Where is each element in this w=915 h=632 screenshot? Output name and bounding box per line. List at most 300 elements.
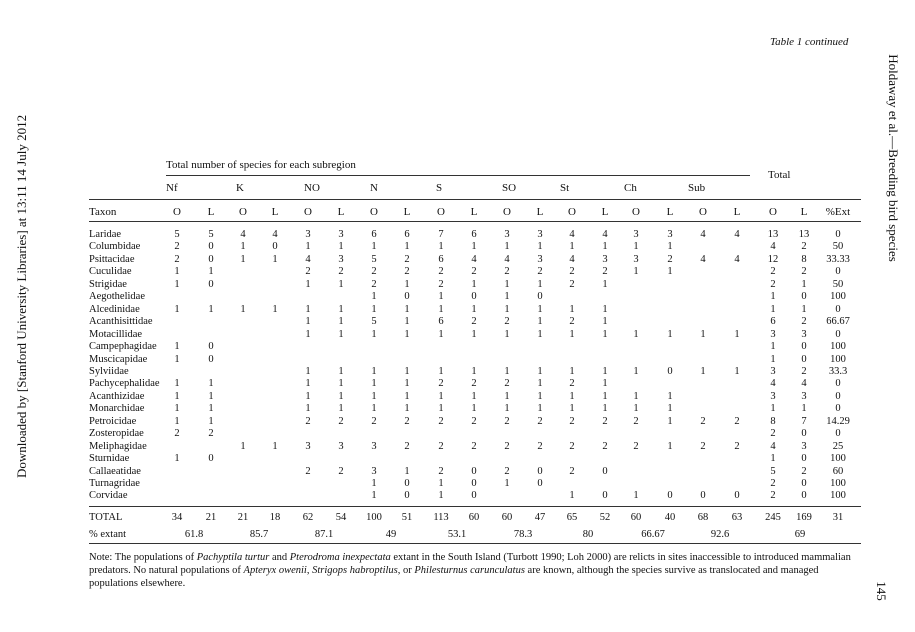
o-column-header: O bbox=[568, 206, 576, 218]
table-cell: 2 bbox=[504, 465, 510, 477]
table-cell: 0 bbox=[471, 291, 477, 303]
table-cell: 1 bbox=[569, 328, 575, 340]
table-cell: 2 bbox=[633, 440, 639, 452]
table-cell: 1 bbox=[471, 278, 477, 290]
table-cell: 2 bbox=[174, 253, 180, 265]
table-cell: 1 bbox=[569, 490, 575, 502]
table-cell: 0 bbox=[537, 478, 543, 489]
table-cell: 1 bbox=[569, 365, 575, 377]
table-cell: 1 bbox=[504, 328, 510, 340]
table-cell: 1 bbox=[305, 365, 311, 377]
table-cell: 66.67 bbox=[826, 316, 850, 328]
table-cell: 3 bbox=[338, 253, 344, 265]
table-cell: 2 bbox=[471, 378, 477, 390]
table-cell: 1 bbox=[438, 291, 444, 303]
table-cell: 1 bbox=[633, 490, 639, 502]
header-rule bbox=[89, 199, 861, 200]
table-cell: 4 bbox=[770, 378, 776, 390]
table-cell: 1 bbox=[438, 478, 444, 489]
table-cell: 1 bbox=[404, 465, 410, 477]
table-cell: 52 bbox=[599, 512, 611, 523]
note-middle: extant in the South Island (Turbott 1990; Loh 2000) are relicts in sites inaccessible to introduced mammalian predators. No natural populations of bbox=[89, 552, 851, 576]
table-cell: 1 bbox=[338, 316, 344, 328]
table-cell: 1 bbox=[371, 303, 377, 315]
table-cell: 2 bbox=[569, 316, 575, 328]
table-cell: 1 bbox=[371, 378, 377, 390]
table-row bbox=[0, 490, 915, 502]
table-row bbox=[0, 254, 915, 266]
table-cell: 2 bbox=[404, 415, 410, 427]
l-column-header: L bbox=[271, 206, 279, 218]
table-cell: 34 bbox=[171, 512, 183, 523]
table-cell: 4 bbox=[240, 229, 246, 240]
table-cell: 1 bbox=[240, 241, 246, 253]
table-cell: 1 bbox=[602, 278, 608, 290]
table-cell: 1 bbox=[371, 490, 377, 502]
table-cell: 1 bbox=[734, 328, 740, 340]
table-cell: 1 bbox=[272, 440, 278, 452]
table-cell: 4 bbox=[734, 229, 740, 240]
table-cell: 1 bbox=[504, 241, 510, 253]
extant-value: 66.67 bbox=[641, 529, 665, 540]
table-cell: 1 bbox=[633, 390, 639, 402]
table-cell: 3 bbox=[504, 229, 510, 240]
table-cell: 0 bbox=[835, 266, 841, 278]
table-cell: 0 bbox=[801, 490, 807, 502]
table-cell: 0 bbox=[208, 241, 214, 253]
table-cell: 1 bbox=[602, 328, 608, 340]
l-column-header: L bbox=[733, 206, 741, 218]
table-cell: 2 bbox=[700, 415, 706, 427]
table-row bbox=[0, 416, 915, 428]
table-cell: 0 bbox=[835, 303, 841, 315]
extant-value: 80 bbox=[582, 529, 594, 540]
total-row bbox=[0, 512, 915, 524]
table-cell: 1 bbox=[240, 253, 246, 265]
extant-value: 92.6 bbox=[710, 529, 730, 540]
table-cell: 113 bbox=[433, 512, 449, 523]
table-cell: 1 bbox=[633, 403, 639, 415]
table-cell: 0 bbox=[835, 378, 841, 390]
table-cell: 1 bbox=[305, 403, 311, 415]
table-cell: 1 bbox=[602, 316, 608, 328]
running-head: Holdaway et al.—Breeding bird species bbox=[886, 54, 901, 262]
l-column-header: L bbox=[470, 206, 478, 218]
table-cell: 1 bbox=[208, 390, 214, 402]
extant-label: % extant bbox=[89, 529, 127, 540]
table-row bbox=[0, 428, 915, 440]
l-column-header: L bbox=[601, 206, 609, 218]
table-cell: 1 bbox=[371, 365, 377, 377]
table-cell: 3 bbox=[633, 253, 639, 265]
table-cell: 1 bbox=[438, 365, 444, 377]
table-cell: 2 bbox=[734, 440, 740, 452]
table-cell: 1 bbox=[305, 390, 311, 402]
table-cell: 1 bbox=[537, 316, 543, 328]
table-cell: 0 bbox=[208, 353, 214, 365]
table-cell: 2 bbox=[438, 378, 444, 390]
table-cell: 5 bbox=[371, 253, 377, 265]
table-cell: 5 bbox=[208, 229, 214, 240]
table-cell: 40 bbox=[664, 512, 676, 523]
subregion-label: NO bbox=[304, 182, 320, 194]
table-cell: 1 bbox=[471, 328, 477, 340]
table-cell: 1 bbox=[338, 365, 344, 377]
table-cell: 3 bbox=[537, 253, 543, 265]
table-cell: 60 bbox=[832, 465, 844, 477]
table-cell: 1 bbox=[537, 278, 543, 290]
table-cell: 1 bbox=[371, 403, 377, 415]
table-cell: 2 bbox=[438, 278, 444, 290]
taxon-name: Pachycephalidae bbox=[89, 378, 160, 390]
l-column-header: L bbox=[337, 206, 345, 218]
table-cell: 100 bbox=[830, 453, 846, 465]
table-cell: 1 bbox=[667, 328, 673, 340]
table-cell: 1 bbox=[537, 328, 543, 340]
table-cell: 4 bbox=[734, 253, 740, 265]
table-cell: 2 bbox=[174, 428, 180, 440]
table-cell: 3 bbox=[305, 229, 311, 240]
note-species-3: Apteryx owenii bbox=[243, 565, 307, 576]
table-cell: 4 bbox=[801, 378, 807, 390]
table-cell: 4 bbox=[569, 229, 575, 240]
table-cell: 3 bbox=[770, 365, 776, 377]
table-cell: 18 bbox=[269, 512, 281, 523]
subregion-label: SO bbox=[502, 182, 517, 194]
table-cell: 2 bbox=[371, 415, 377, 427]
table-cell: 0 bbox=[471, 478, 477, 489]
table-cell: 1 bbox=[504, 478, 510, 489]
table-cell: 1 bbox=[569, 241, 575, 253]
subregion-label: N bbox=[370, 182, 378, 194]
table-cell: 1 bbox=[537, 365, 543, 377]
table-row bbox=[0, 329, 915, 341]
table-cell: 2 bbox=[602, 440, 608, 452]
table-cell: 0 bbox=[208, 278, 214, 290]
total-rule bbox=[89, 506, 861, 507]
table-cell: 2 bbox=[569, 440, 575, 452]
table-cell: 0 bbox=[471, 490, 477, 502]
table-cell: 2 bbox=[404, 253, 410, 265]
table-cell: 4 bbox=[700, 229, 706, 240]
table-cell: 2 bbox=[438, 465, 444, 477]
o-column-header: O bbox=[437, 206, 445, 218]
table-cell: 1 bbox=[770, 291, 776, 303]
table-cell: 1 bbox=[438, 390, 444, 402]
table-cell: 5 bbox=[174, 229, 180, 240]
table-cell: 2 bbox=[471, 316, 477, 328]
table-cell: 2 bbox=[602, 266, 608, 278]
taxon-name: Strigidae bbox=[89, 278, 127, 290]
table-cell: 50 bbox=[832, 241, 844, 253]
table-cell: 2 bbox=[438, 266, 444, 278]
l-column-header: L bbox=[800, 206, 808, 218]
table-cell: 1 bbox=[338, 303, 344, 315]
table-row bbox=[0, 378, 915, 390]
note-species-2: Pterodroma inexpectata bbox=[289, 552, 391, 563]
table-cell: 1 bbox=[633, 241, 639, 253]
taxon-name: Campephagidae bbox=[89, 341, 157, 353]
table-cell: 1 bbox=[471, 241, 477, 253]
table-cell: 0 bbox=[404, 490, 410, 502]
table-cell: 3 bbox=[801, 390, 807, 402]
table-cell: 2 bbox=[569, 415, 575, 427]
table-row bbox=[0, 316, 915, 328]
table-row bbox=[0, 466, 915, 478]
taxon-name: Sturnidae bbox=[89, 453, 130, 465]
table-row bbox=[0, 391, 915, 403]
table-cell: 2 bbox=[801, 365, 807, 377]
table-cell: 0 bbox=[602, 465, 608, 477]
table-cell: 0 bbox=[801, 291, 807, 303]
table-cell: 1 bbox=[537, 241, 543, 253]
table-cell: 1 bbox=[504, 291, 510, 303]
table-cell: 1 bbox=[404, 390, 410, 402]
table-cell: 0 bbox=[835, 403, 841, 415]
table-cell: 2 bbox=[569, 378, 575, 390]
note-prefix: Note: The populations of bbox=[89, 552, 197, 563]
table-cell: 1 bbox=[537, 378, 543, 390]
table-cell: 2 bbox=[569, 465, 575, 477]
table-cell: 1 bbox=[770, 303, 776, 315]
table-cell: 8 bbox=[801, 253, 807, 265]
table-cell: 1 bbox=[471, 365, 477, 377]
subregion-label: Nf bbox=[166, 182, 178, 194]
table-cell: 1 bbox=[438, 241, 444, 253]
table-cell: 1 bbox=[633, 328, 639, 340]
table-cell: 2 bbox=[770, 266, 776, 278]
table-cell: 2 bbox=[504, 440, 510, 452]
table-cell: 2 bbox=[801, 316, 807, 328]
table-cell: 100 bbox=[830, 341, 846, 353]
table-cell: 1 bbox=[371, 390, 377, 402]
table-cell: 2 bbox=[770, 428, 776, 440]
table-cell: 1 bbox=[208, 403, 214, 415]
table-cell: 0 bbox=[272, 241, 278, 253]
table-cell: 2 bbox=[438, 415, 444, 427]
table-cell: 3 bbox=[633, 229, 639, 240]
table-cell: 1 bbox=[770, 453, 776, 465]
table-cell: 1 bbox=[569, 403, 575, 415]
table-cell: 1 bbox=[438, 328, 444, 340]
table-cell: 3 bbox=[801, 440, 807, 452]
table-cell: 1 bbox=[174, 341, 180, 353]
table-cell: 169 bbox=[796, 512, 812, 523]
table-cell: 13 bbox=[767, 229, 779, 240]
taxon-name: Corvidae bbox=[89, 490, 128, 502]
table-cell: 0 bbox=[801, 353, 807, 365]
table-cell: 0 bbox=[801, 478, 807, 489]
o-column-header: O bbox=[632, 206, 640, 218]
table-cell: 65 bbox=[566, 512, 578, 523]
note-species-1: Pachyptila turtur bbox=[196, 552, 270, 563]
table-continued-label: Table 1 continued bbox=[770, 36, 849, 48]
table-cell: 1 bbox=[174, 378, 180, 390]
table-cell: 1 bbox=[471, 303, 477, 315]
table-cell: 1 bbox=[801, 303, 807, 315]
table-cell: 14.29 bbox=[826, 415, 850, 427]
table-cell: 2 bbox=[338, 266, 344, 278]
table-cell: 33.3 bbox=[828, 365, 848, 377]
table-cell: 2 bbox=[633, 415, 639, 427]
extant-value: 69 bbox=[794, 529, 806, 540]
table-cell: 63 bbox=[731, 512, 743, 523]
subregion-label: St bbox=[560, 182, 570, 194]
subregion-label: Sub bbox=[688, 182, 706, 194]
o-column-header: O bbox=[173, 206, 181, 218]
table-cell: 3 bbox=[537, 229, 543, 240]
table-cell: 1 bbox=[174, 266, 180, 278]
o-column-header: O bbox=[699, 206, 707, 218]
table-cell: 100 bbox=[830, 291, 846, 303]
table-cell: 2 bbox=[305, 465, 311, 477]
table-cell: 2 bbox=[504, 415, 510, 427]
table-cell: 1 bbox=[208, 266, 214, 278]
table-cell: 6 bbox=[438, 316, 444, 328]
o-column-header: O bbox=[304, 206, 312, 218]
table-cell: 4 bbox=[272, 229, 278, 240]
table-cell: 7 bbox=[801, 415, 807, 427]
table-cell: 62 bbox=[302, 512, 314, 523]
table-cell: 0 bbox=[835, 428, 841, 440]
table-cell: 60 bbox=[630, 512, 642, 523]
table-cell: 6 bbox=[438, 253, 444, 265]
table-cell: 2 bbox=[404, 266, 410, 278]
table-cell: 1 bbox=[174, 278, 180, 290]
table-row bbox=[0, 241, 915, 253]
table-row bbox=[0, 403, 915, 415]
table-cell: 1 bbox=[770, 353, 776, 365]
table-cell: 1 bbox=[338, 328, 344, 340]
table-row bbox=[0, 354, 915, 366]
table-cell: 4 bbox=[504, 253, 510, 265]
table-cell: 2 bbox=[338, 415, 344, 427]
table-cell: 1 bbox=[471, 390, 477, 402]
table-row bbox=[0, 366, 915, 378]
table-cell: 5 bbox=[770, 465, 776, 477]
table-cell: 1 bbox=[569, 390, 575, 402]
table-cell: 4 bbox=[770, 440, 776, 452]
table-cell: 0 bbox=[801, 428, 807, 440]
table-cell: 0 bbox=[208, 253, 214, 265]
table-cell: 1 bbox=[667, 266, 673, 278]
table-cell: 2 bbox=[801, 266, 807, 278]
taxon-name: Alcedinidae bbox=[89, 303, 140, 315]
table-cell: 1 bbox=[602, 303, 608, 315]
table-cell: 2 bbox=[602, 415, 608, 427]
table-row bbox=[0, 304, 915, 316]
table-cell: 2 bbox=[734, 415, 740, 427]
table-cell: 25 bbox=[832, 440, 844, 452]
table-cell: 4 bbox=[770, 241, 776, 253]
extant-value: 78.3 bbox=[513, 529, 533, 540]
table-cell: 1 bbox=[667, 403, 673, 415]
table-cell: 2 bbox=[700, 440, 706, 452]
note-species-4: Strigops habroptilus bbox=[312, 565, 398, 576]
table-cell: 1 bbox=[537, 390, 543, 402]
table-cell: 4 bbox=[602, 229, 608, 240]
download-notice: Downloaded by [Stanford University Libraries] at 13:11 14 July 2012 bbox=[14, 114, 29, 478]
taxon-name: Acanthisittidae bbox=[89, 316, 153, 328]
table-cell: 0 bbox=[208, 453, 214, 465]
note-comma: , bbox=[306, 565, 313, 576]
taxon-name: Aegothelidae bbox=[89, 291, 145, 303]
column-rule bbox=[89, 221, 861, 222]
table-cell: 6 bbox=[371, 229, 377, 240]
table-cell: 100 bbox=[366, 512, 382, 523]
table-cell: 0 bbox=[537, 465, 543, 477]
table-cell: 1 bbox=[602, 365, 608, 377]
ext-column-header: %Ext bbox=[825, 206, 851, 218]
table-cell: 1 bbox=[272, 303, 278, 315]
table-cell: 1 bbox=[667, 440, 673, 452]
table-cell: 0 bbox=[208, 341, 214, 353]
table-cell: 2 bbox=[504, 316, 510, 328]
table-cell: 100 bbox=[830, 490, 846, 502]
table-cell: 2 bbox=[569, 266, 575, 278]
table-cell: 51 bbox=[401, 512, 413, 523]
subregion-label: K bbox=[236, 182, 244, 194]
taxon-name: Cuculidae bbox=[89, 266, 132, 278]
table-cell: 2 bbox=[770, 490, 776, 502]
table-cell: 1 bbox=[504, 278, 510, 290]
table-cell: 1 bbox=[174, 303, 180, 315]
table-cell: 6 bbox=[404, 229, 410, 240]
table-row bbox=[0, 229, 915, 241]
table-cell: 2 bbox=[504, 266, 510, 278]
taxon-name: Callaeatidae bbox=[89, 465, 141, 477]
table-cell: 1 bbox=[174, 403, 180, 415]
table-cell: 100 bbox=[830, 478, 846, 489]
table-cell: 3 bbox=[371, 440, 377, 452]
table-row bbox=[0, 478, 915, 490]
taxon-name: Muscicapidae bbox=[89, 353, 148, 365]
table-cell: 54 bbox=[335, 512, 347, 523]
table-cell: 1 bbox=[305, 328, 311, 340]
o-column-header: O bbox=[370, 206, 378, 218]
total-header: Total bbox=[768, 169, 791, 181]
table-cell: 1 bbox=[537, 403, 543, 415]
note-species-5: Philesturnus carunculatus bbox=[414, 565, 525, 576]
table-cell: 1 bbox=[305, 378, 311, 390]
table-cell: 60 bbox=[468, 512, 480, 523]
table-row bbox=[0, 341, 915, 353]
subregion-header-title: Total number of species for each subregion bbox=[166, 159, 356, 171]
taxon-header: Taxon bbox=[89, 206, 117, 218]
table-cell: 1 bbox=[770, 341, 776, 353]
table-cell: 1 bbox=[404, 365, 410, 377]
table-cell: 31 bbox=[832, 512, 844, 523]
table-cell: 1 bbox=[404, 278, 410, 290]
table-cell: 1 bbox=[667, 415, 673, 427]
table-row bbox=[0, 441, 915, 453]
taxon-name: Laridae bbox=[89, 229, 122, 240]
table-cell: 1 bbox=[438, 303, 444, 315]
table-cell: 1 bbox=[305, 303, 311, 315]
table-cell: 4 bbox=[700, 253, 706, 265]
table-cell: 1 bbox=[371, 478, 377, 489]
table-cell: 1 bbox=[404, 303, 410, 315]
table-cell: 2 bbox=[471, 415, 477, 427]
extant-value: 87.1 bbox=[314, 529, 334, 540]
table-cell: 1 bbox=[667, 390, 673, 402]
table-cell: 1 bbox=[667, 241, 673, 253]
table-cell: 2 bbox=[801, 465, 807, 477]
extant-value: 49 bbox=[385, 529, 397, 540]
table-cell: 1 bbox=[371, 291, 377, 303]
table-row bbox=[0, 266, 915, 278]
taxon-name: Zosteropidae bbox=[89, 428, 144, 440]
